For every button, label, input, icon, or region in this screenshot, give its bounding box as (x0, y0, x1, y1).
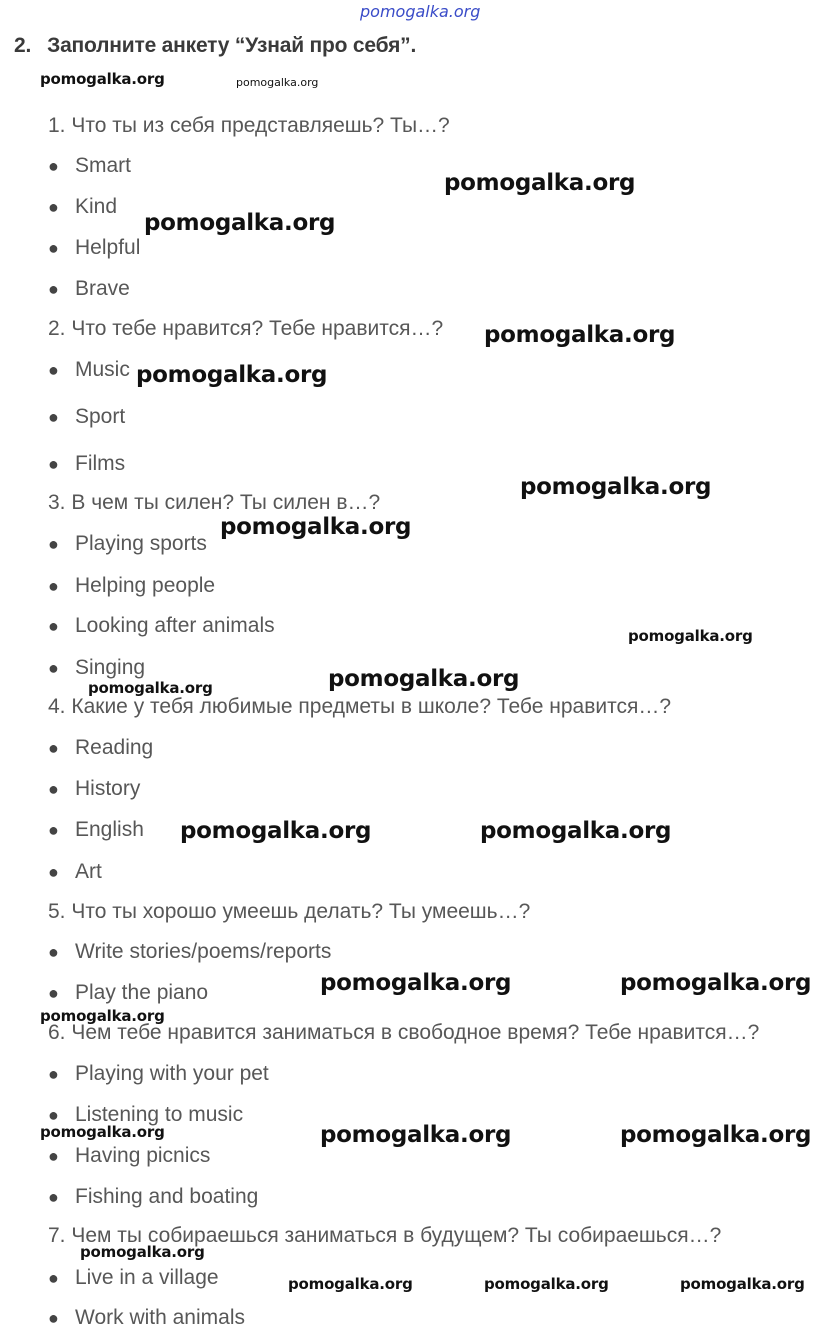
list-item: ● Art (48, 860, 102, 883)
list-item: ● Helping people (48, 574, 216, 597)
bullet-icon: ● (48, 534, 59, 554)
question-2: 2. Что тебе нравится? Тебе нравится…? (48, 317, 444, 340)
bullet-icon: ● (48, 983, 59, 1003)
exercise-number: 2. (14, 34, 32, 57)
watermark: pomogalka.org (680, 1275, 805, 1293)
bullet-icon: ● (48, 1308, 59, 1328)
question-6: 6. Чем тебе нравится заниматься в свободное время? Тебе нравится…? (48, 1021, 760, 1044)
list-item: ● Live in a village (48, 1266, 219, 1289)
list-item: ● Brave (48, 277, 130, 300)
list-item: ● Play the piano (48, 981, 209, 1004)
list-item: ● Helpful (48, 236, 141, 259)
list-item: ● Looking after animals (48, 614, 275, 637)
bullet-icon: ● (48, 1146, 59, 1166)
watermark: pomogalka.org (444, 170, 636, 196)
watermark: pomogalka.org (180, 818, 372, 844)
bullet-icon: ● (48, 1268, 59, 1288)
watermark: pomogalka.org (484, 322, 676, 348)
list-item: ● Playing with your pet (48, 1062, 269, 1085)
list-item: ● Write stories/poems/reports (48, 940, 332, 963)
exercise-heading (14, 34, 416, 58)
watermark-top: pomogalka.org (360, 2, 481, 21)
bullet-icon: ● (48, 279, 59, 299)
list-item: ● Work with animals (48, 1306, 245, 1329)
bullet-icon: ● (48, 576, 59, 596)
bullet-icon: ● (48, 738, 59, 758)
watermark: pomogalka.org (144, 210, 336, 236)
watermark: pomogalka.org (220, 514, 412, 540)
list-item: ● Smart (48, 154, 132, 177)
bullet-icon: ● (48, 1064, 59, 1084)
bullet-icon: ● (48, 238, 59, 258)
bullet-icon: ● (48, 454, 59, 474)
list-item: ● Films (48, 452, 126, 475)
bullet-icon: ● (48, 658, 59, 678)
watermark: pomogalka.org (288, 1275, 413, 1293)
question-7: 7. Чем ты собираешься заниматься в будущем? Ты собираешься…? (48, 1224, 722, 1247)
watermark: pomogalka.org (628, 627, 753, 645)
watermark: pomogalka.org (40, 1123, 165, 1141)
bullet-icon: ● (48, 942, 59, 962)
question-4: 4. Какие у тебя любимые предметы в школе? Тебе нравится…? (48, 695, 672, 718)
bullet-icon: ● (48, 197, 59, 217)
list-item: ● Playing sports (48, 532, 207, 555)
watermark: pomogalka.org (520, 474, 712, 500)
watermark: pomogalka.org (88, 679, 213, 697)
list-item: ● History (48, 777, 141, 800)
question-5: 5. Что ты хорошо умеешь делать? Ты умеешь…? (48, 900, 531, 923)
bullet-icon: ● (48, 616, 59, 636)
watermark: pomogalka.org (320, 970, 512, 996)
list-item: ● Singing (48, 656, 146, 679)
list-item: ● Reading (48, 736, 154, 759)
question-1: 1. Что ты из себя представляешь? Ты…? (48, 114, 450, 137)
bullet-icon: ● (48, 156, 59, 176)
bullet-icon: ● (48, 862, 59, 882)
list-item: ● Music (48, 358, 130, 381)
exercise-title: Заполните анкету “Узнай про себя”. (47, 34, 417, 57)
watermark: pomogalka.org (620, 970, 812, 996)
bullet-icon: ● (48, 779, 59, 799)
bullet-icon: ● (48, 1187, 59, 1207)
watermark: pomogalka.org (136, 362, 328, 388)
bullet-icon: ● (48, 1105, 59, 1125)
bullet-icon: ● (48, 407, 59, 427)
watermark: pomogalka.org (40, 70, 165, 88)
watermark: pomogalka.org (328, 666, 520, 692)
watermark: pomogalka.org (236, 76, 319, 89)
list-item: ● Having picnics (48, 1144, 211, 1167)
list-item: ● Sport (48, 405, 126, 428)
watermark: pomogalka.org (480, 818, 672, 844)
list-item: ● Listening to music (48, 1103, 244, 1126)
list-item: ● English (48, 818, 144, 841)
watermark: pomogalka.org (620, 1122, 812, 1148)
bullet-icon: ● (48, 360, 59, 380)
question-3: 3. В чем ты силен? Ты силен в…? (48, 491, 381, 514)
watermark: pomogalka.org (484, 1275, 609, 1293)
watermark: pomogalka.org (320, 1122, 512, 1148)
list-item: ● Kind (48, 195, 118, 218)
watermark: pomogalka.org (40, 1007, 165, 1025)
bullet-icon: ● (48, 820, 59, 840)
watermark: pomogalka.org (80, 1243, 205, 1261)
list-item: ● Fishing and boating (48, 1185, 259, 1208)
